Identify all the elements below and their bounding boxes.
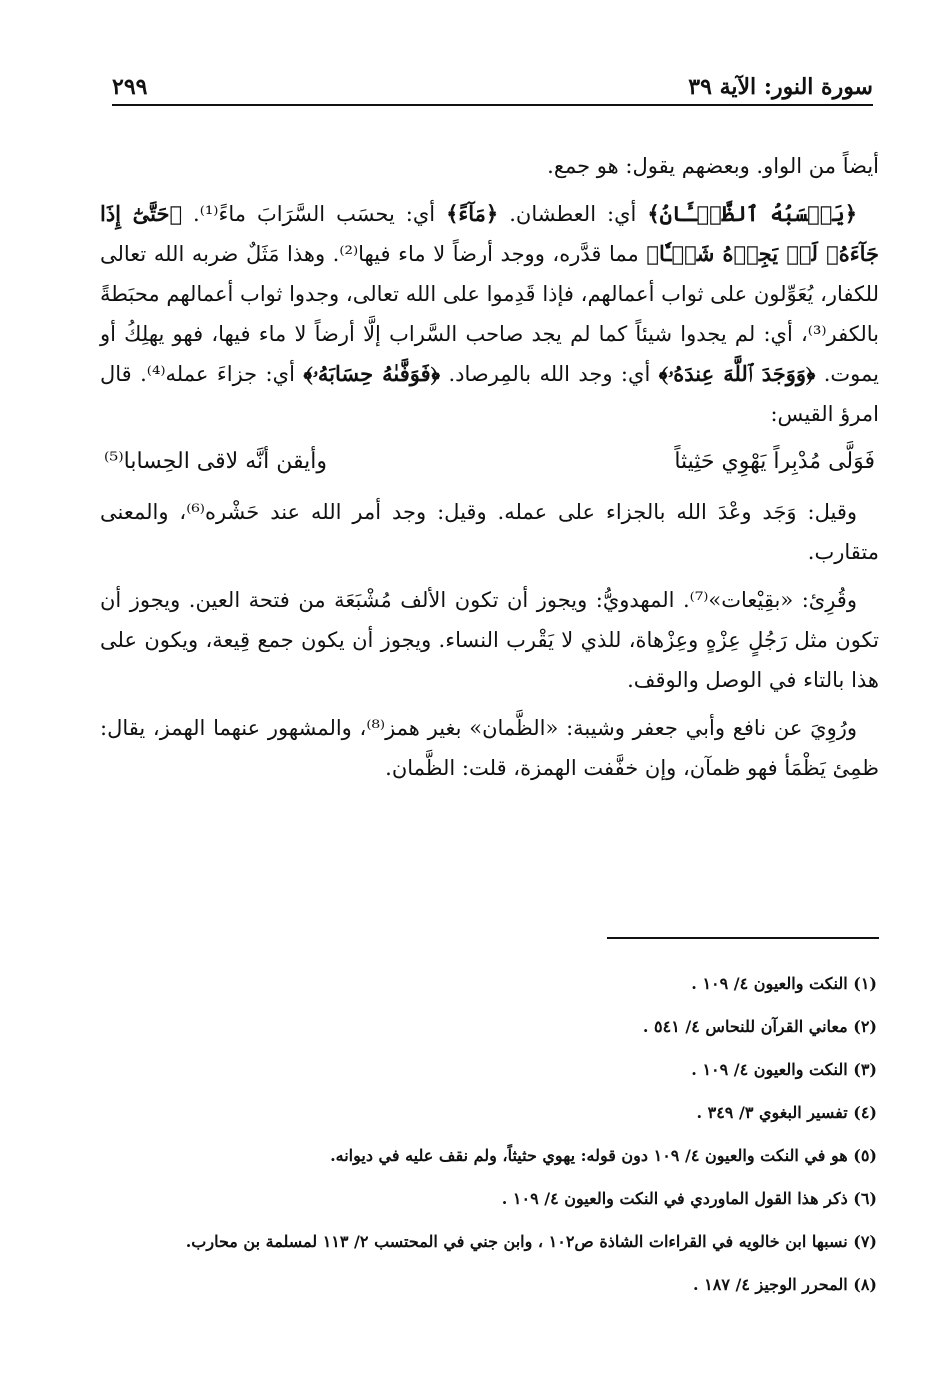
paragraph (100, 194, 879, 434)
text-run: أي: وجد الله بالمِرصاد. (440, 362, 659, 386)
footnote: (٢) معاني القرآن للنحاس ٤/ ٥٤١ . (642, 1017, 877, 1036)
paragraph: وقُرِئ: «بقِيْعات»⁽⁷⁾. المهدويُّ: ويجوز أن تكون الألف مُشْبَعَة من فتحة العين. ويجوز أن تكون مثل رَجُلٍ عِزْهٍ وعِزْهاة، للذي لا يَقْرب النساء. ويجوز أن يكون جمع قِيعة، ويكون على هذا بالتاء في الوصل والوقف. (100, 588, 879, 692)
quran-quote: ﴿حَتَّىٰٓ إِذَا جَآءَهُۥ لَمۡ يَجِدۡهُ شَيۡـٔٗا﴾ (100, 201, 879, 266)
main-text (100, 146, 879, 796)
quran-quote: ﴿وَوَجَدَ ٱللَّهَ عِندَهُۥ﴾ (658, 361, 816, 386)
footnote-separator (607, 937, 879, 939)
footnote: (٨) المحرر الوجيز ٤/ ١٨٧ . (693, 1275, 877, 1294)
quran-quote: ﴿فَوَفَّىٰهُ حِسَابَهُۥ﴾ (303, 361, 441, 386)
footnotes (100, 972, 877, 1316)
paragraph: أيضاً من الواو. وبعضهم يقول: هو جمع. (547, 154, 879, 178)
text-run: أي: العطشان. (498, 202, 648, 226)
footnote: (٦) ذكر هذا القول الماوردي في النكت والعيون ٤/ ١٠٩ . (501, 1189, 877, 1208)
verse-first-hemistich: فَوَلَّى مُدْبِراً يَهْوِي حَثِيثاً (674, 449, 875, 474)
running-header (112, 66, 873, 106)
footnote: (٥) هو في النكت والعيون ٤/ ١٠٩ دون قوله: يهوي حثيثاً، ولم نقف عليه في ديوانه. (330, 1146, 877, 1165)
page-number: ٢٩٩ (112, 74, 148, 100)
quran-quote: ﴿مَآءً﴾ (446, 201, 499, 226)
poetry-verse (100, 442, 879, 482)
text-run: مما قدَّره، ووجد أرضاً لا ماء فيها⁽²⁾. وهذا مَثَلٌ ضربه الله تعالى للكفار، يُعَوِّلون على ثواب أعمالهم، فإذا قَدِموا على الله تعالى، وجدوا ثواب أعمالهم محبَطةً بالكفر⁽³⁾، أي: لم يجدوا شيئاً كما لم يجد صاحب السَّراب إلَّا أرضاً لا ماء فيها، فهو يهلِكُ أو يموت. (100, 242, 880, 386)
paragraph: وقيل: وَجَد وعْدَ الله بالجزاء على عمله. وقيل: وجد أمر الله عند حَشْره⁽⁶⁾، والمعنى متقارب. (100, 500, 879, 564)
text-run: أي: يحسَب السَّرَابَ ماءً⁽¹⁾. (182, 202, 447, 226)
paragraph: ورُوِيَ عن نافع وأبي جعفر وشيبة: «الظَّمان» بغير همز⁽⁸⁾، والمشهور عنهما الهمز، يقال: ظمِئ يَظْمَأ فهو ظمآن، وإن خفَّفت الهمزة، قلت: الظَّمان. (100, 716, 879, 780)
footnote: (٣) النكت والعيون ٤/ ١٠٩ . (691, 1060, 877, 1079)
text-run: أي: جزاءَ عمله⁽⁴⁾. قال امرؤ القيس: (100, 362, 879, 426)
footnote: (١) النكت والعيون ٤/ ١٠٩ . (691, 974, 877, 993)
footnote: (٧) نسبها ابن خالويه في القراءات الشاذة ص١٠٢ ، وابن جني في المحتسب ٢/ ١١٣ لمسلمة بن محارب. (185, 1232, 877, 1251)
quran-quote: ﴿يَحۡسَبُهُ ٱلظَّمۡـَٔانُ﴾ (647, 201, 857, 226)
surah-title: سورة النور: الآية ٣٩ (688, 74, 873, 100)
footnote: (٤) تفسير البغوي ٣/ ٣٤٩ . (696, 1103, 877, 1122)
verse-second-hemistich: وأيقن أنَّه لاقى الحِسابا⁽⁵⁾ (104, 449, 327, 474)
